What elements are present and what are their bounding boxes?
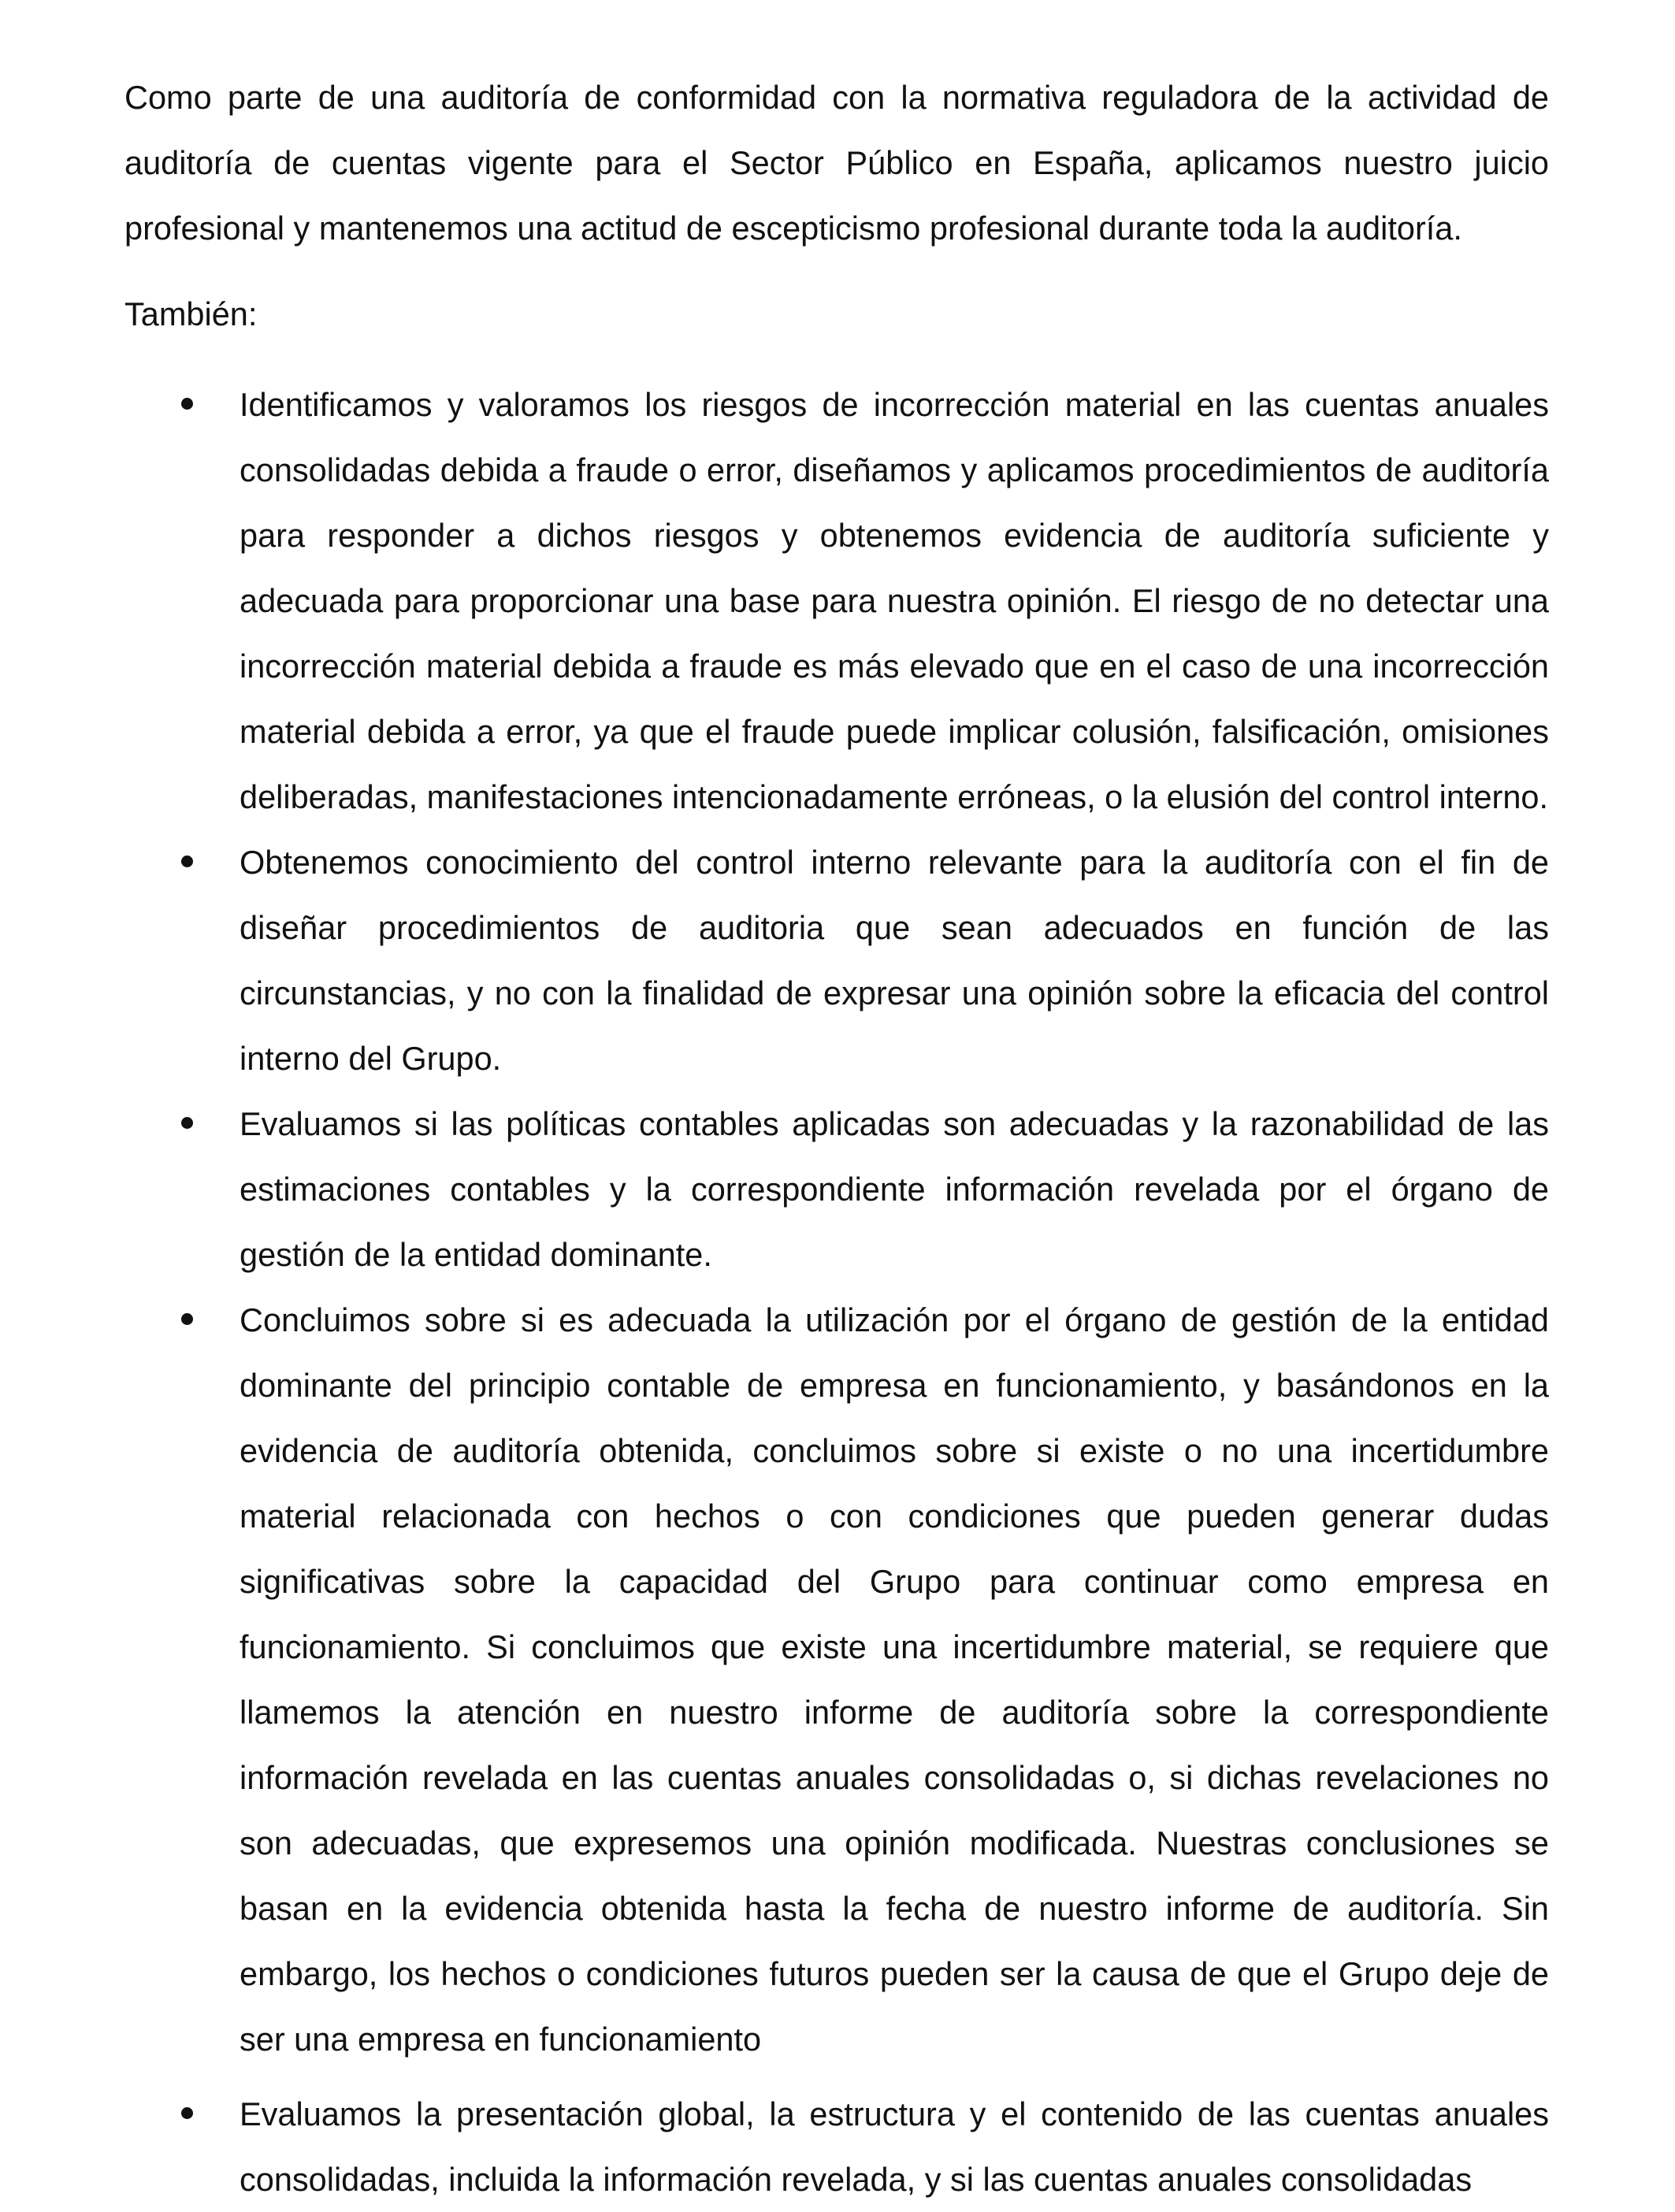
bullet-icon: [181, 855, 193, 867]
list-item-text: Evaluamos la presentación global, la estructura y el contenido de las cuentas anuales consolidadas, incluida la información revelada, y si las cuentas anuales consolidadas: [240, 2095, 1549, 2198]
bullet-icon: [181, 2107, 193, 2119]
list-item: [124, 372, 1549, 830]
list-item: [124, 1091, 1549, 1287]
bullet-list: [124, 372, 1549, 2212]
bullet-icon: [181, 1117, 193, 1129]
list-item-text: Identificamos y valoramos los riesgos de incorrección material en las cuentas anuales consolidadas debida a fraude o error, diseñamos y aplicamos procedimientos de auditoría para responder a dichos riesgos y obtenemos evidencia de auditoría suficiente y adecuada para proporcionar una base para nuestra opinión. El riesgo de no detectar una incorrección material debida a fraude es más elevado que en el caso de una incorrección material debida a error, ya que el fraude puede implicar colusión, falsificación, omisiones deliberadas, manifestaciones intencionadamente erróneas, o la elusión del control interno.: [240, 386, 1549, 815]
list-item-text: Obtenemos conocimiento del control interno relevante para la auditoría con el fin de diseñar procedimientos de auditoria que sean adecuados en función de las circunstancias, y no con la finalidad de expresar una opinión sobre la eficacia del control interno del Grupo.: [240, 844, 1549, 1077]
lead-in-label: También:: [124, 295, 258, 332]
list-item: [124, 1287, 1549, 2072]
document-page: [124, 65, 1549, 2212]
list-item: [124, 830, 1549, 1091]
intro-paragraph: Como parte de una auditoría de conformidad con la normativa reguladora de la actividad de auditoría de cuentas vigente para el Sector Público en España, aplicamos nuestro juicio profesional y mantenemos una actitud de escepticismo profesional durante toda la auditoría.: [124, 79, 1549, 247]
bullet-icon: [181, 1313, 193, 1325]
list-item: [124, 2081, 1549, 2212]
list-item-text: Evaluamos si las políticas contables aplicadas son adecuadas y la razonabilidad de las estimaciones contables y la correspondiente información revelada por el órgano de gestión de la entidad dominante.: [240, 1105, 1549, 1273]
bullet-icon: [181, 398, 193, 410]
list-item-text: Concluimos sobre si es adecuada la utilización por el órgano de gestión de la entidad dominante del principio contable de empresa en funcionamiento, y basándonos en la evidencia de auditoría obtenida, concluimos sobre si existe o no una incertidumbre material relacionada con hechos o con condiciones que pueden generar dudas significativas sobre la capacidad del Grupo para continuar como empresa en funcionamiento. Si concluimos que existe una incertidumbre material, se requiere que llamemos la atención en nuestro informe de auditoría sobre la correspondiente información revelada en las cuentas anuales consolidadas o, si dichas revelaciones no son adecuadas, que expresemos una opinión modificada. Nuestras conclusiones se basan en la evidencia obtenida hasta la fecha de nuestro informe de auditoría. Sin embargo, los hechos o condiciones futuros pueden ser la causa de que el Grupo deje de ser una empresa en funcionamiento: [240, 1301, 1549, 2058]
